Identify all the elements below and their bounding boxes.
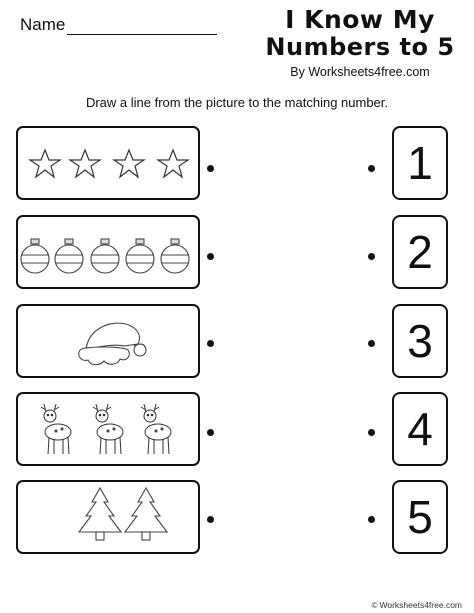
- number-box-5: [392, 480, 448, 554]
- title-block: [255, 6, 465, 79]
- pine-tree-icon: [125, 488, 167, 540]
- number-box-1: [392, 126, 448, 200]
- pine-tree-icon: [79, 488, 121, 540]
- right-dot-row-3: [368, 340, 375, 347]
- picture-box-reindeer: [16, 392, 200, 466]
- star-icon: [158, 150, 188, 177]
- left-dot-row-1: [207, 165, 214, 172]
- name-writing-line: [67, 18, 217, 35]
- reindeer-icon: [41, 404, 71, 454]
- picture-box-ornaments: [16, 215, 200, 289]
- ornament-icon: [55, 239, 83, 273]
- instructions: Draw a line from the picture to the matching number.: [85, 95, 389, 110]
- name-label: Name: [20, 15, 66, 34]
- footer-credit: [372, 600, 462, 610]
- reindeer-group: [18, 394, 198, 464]
- picture-box-stars: [16, 126, 200, 200]
- title-line-1: I Know My: [285, 5, 435, 34]
- picture-box-trees: [16, 480, 200, 554]
- left-dot-row-5: [207, 516, 214, 523]
- left-dot-row-4: [207, 429, 214, 436]
- byline: By Worksheets4free.com: [290, 65, 430, 79]
- left-dot-row-3: [207, 340, 214, 347]
- footer-text: Worksheets4free.com: [379, 600, 462, 610]
- number-2: 2: [407, 226, 433, 278]
- copyright-icon: ©: [371, 600, 378, 610]
- ornaments-group: [18, 217, 198, 287]
- right-dot-row-5: [368, 516, 375, 523]
- reindeer-icon: [93, 404, 123, 454]
- name-field: [20, 15, 217, 35]
- reindeer-icon: [141, 404, 171, 454]
- stars-group: [18, 128, 198, 198]
- star-icon: [30, 150, 60, 177]
- ornament-icon: [91, 239, 119, 273]
- ornament-icon: [161, 239, 189, 273]
- ornament-icon: [126, 239, 154, 273]
- right-dot-row-1: [368, 165, 375, 172]
- picture-box-santa-hat: [16, 304, 200, 378]
- title-line-2: Numbers to 5: [265, 33, 455, 61]
- santa-hat-group: [18, 306, 198, 376]
- right-dot-row-2: [368, 253, 375, 260]
- right-dot-row-4: [368, 429, 375, 436]
- left-dot-row-2: [207, 253, 214, 260]
- trees-group: [18, 482, 198, 552]
- star-icon: [70, 150, 100, 177]
- number-box-2: [392, 215, 448, 289]
- number-box-3: [392, 304, 448, 378]
- number-5: 5: [407, 491, 433, 543]
- number-4: 4: [407, 403, 433, 455]
- number-1: 1: [407, 137, 433, 189]
- ornament-icon: [21, 239, 49, 273]
- number-3: 3: [407, 315, 433, 367]
- number-box-4: [392, 392, 448, 466]
- star-icon: [114, 150, 144, 177]
- santa-hat-icon: [79, 323, 146, 365]
